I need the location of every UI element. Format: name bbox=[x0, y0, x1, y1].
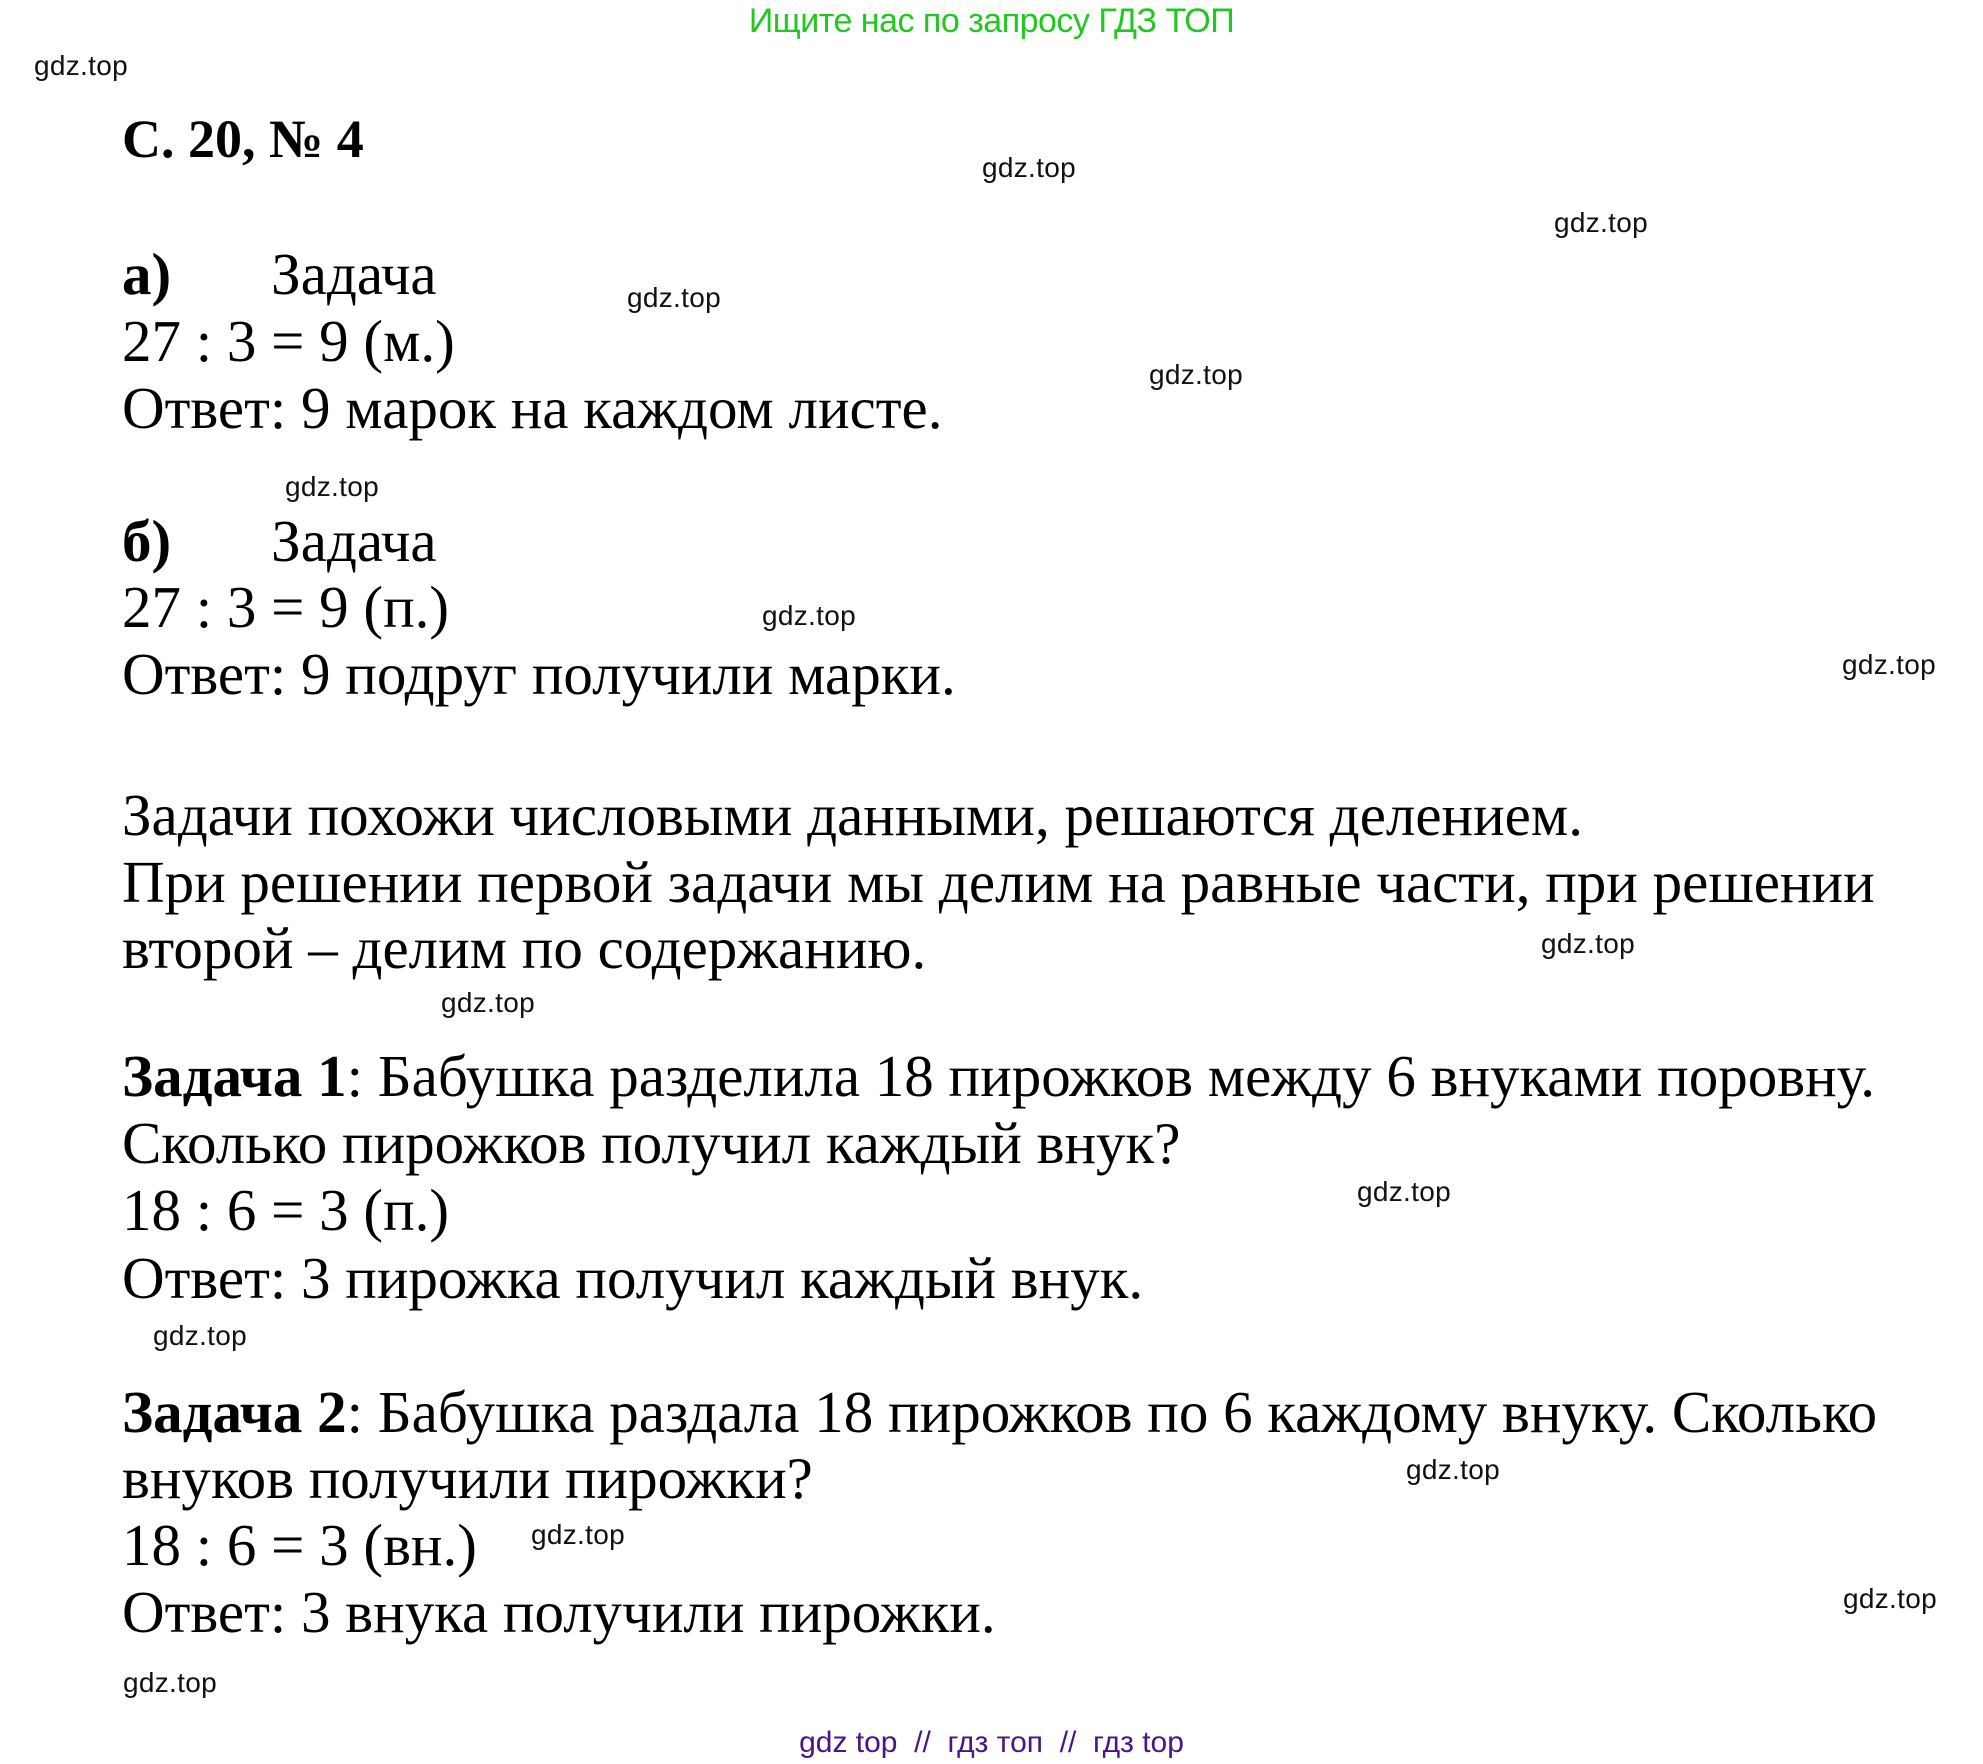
part-b-answer: Ответ: 9 подруг получили марки. bbox=[122, 641, 956, 707]
watermark: gdz.top bbox=[982, 152, 1076, 183]
watermark: gdz.top bbox=[1541, 928, 1635, 959]
watermark: gdz.top bbox=[1843, 1583, 1937, 1614]
watermark: gdz.top bbox=[1406, 1454, 1500, 1485]
search-banner: Ищите нас по запросу ГДЗ ТОП bbox=[748, 2, 1235, 40]
task1-equation: 18 : 6 = 3 (п.) bbox=[122, 1177, 450, 1243]
part-a-answer: Ответ: 9 марок на каждом листе. bbox=[122, 375, 943, 441]
part-a-equation: 27 : 3 = 9 (м.) bbox=[122, 308, 455, 374]
part-b-heading: Задача bbox=[271, 508, 437, 574]
part-a-label: а) bbox=[122, 241, 172, 307]
watermark: gdz.top bbox=[285, 471, 379, 502]
task1-statement bbox=[122, 1043, 1875, 1109]
task2-equation: 18 : 6 = 3 (вн.) bbox=[122, 1512, 477, 1578]
task2-label: Задача 2 bbox=[122, 1379, 347, 1445]
task2-text: : Бабушка раздала 18 пирожков по 6 каждому внуку. Сколько bbox=[346, 1379, 1878, 1445]
task1-question: Сколько пирожков получил каждый внук? bbox=[122, 1110, 1181, 1176]
task1-answer: Ответ: 3 пирожка получил каждый внук. bbox=[122, 1245, 1144, 1311]
watermark: gdz.top bbox=[441, 987, 535, 1018]
part-b-equation: 27 : 3 = 9 (п.) bbox=[122, 574, 450, 640]
part-a-header bbox=[122, 241, 437, 307]
task1-label: Задача 1 bbox=[122, 1043, 347, 1109]
comparison-line: При решении первой задачи мы делим на равные части, при решении bbox=[122, 849, 1875, 915]
footer-watermark: gdz top // гдз топ // гдз top bbox=[799, 1726, 1184, 1759]
watermark: gdz.top bbox=[762, 600, 856, 631]
part-b-label: б) bbox=[122, 508, 172, 574]
watermark: gdz.top bbox=[123, 1667, 217, 1698]
comparison-line: второй – делим по содержанию. bbox=[122, 915, 927, 981]
watermark: gdz.top bbox=[531, 1519, 625, 1550]
comparison-line: Задачи похожи числовыми данными, решаются делением. bbox=[122, 782, 1583, 848]
watermark: gdz.top bbox=[627, 282, 721, 313]
watermark: gdz.top bbox=[1842, 649, 1936, 680]
part-a-heading: Задача bbox=[271, 241, 437, 307]
watermark: gdz.top bbox=[1149, 359, 1243, 390]
watermark: gdz.top bbox=[1554, 207, 1648, 238]
watermark: gdz.top bbox=[34, 50, 128, 81]
part-b-header bbox=[122, 508, 437, 574]
watermark: gdz.top bbox=[1357, 1176, 1451, 1207]
watermark: gdz.top bbox=[153, 1320, 247, 1351]
task2-question: внуков получили пирожки? bbox=[122, 1445, 813, 1511]
task2-statement bbox=[122, 1379, 1878, 1445]
task2-answer: Ответ: 3 внука получили пирожки. bbox=[122, 1579, 996, 1645]
task1-text: : Бабушка разделила 18 пирожков между 6 внуками поровну. bbox=[346, 1043, 1875, 1109]
page-title: С. 20, № 4 bbox=[122, 109, 364, 169]
